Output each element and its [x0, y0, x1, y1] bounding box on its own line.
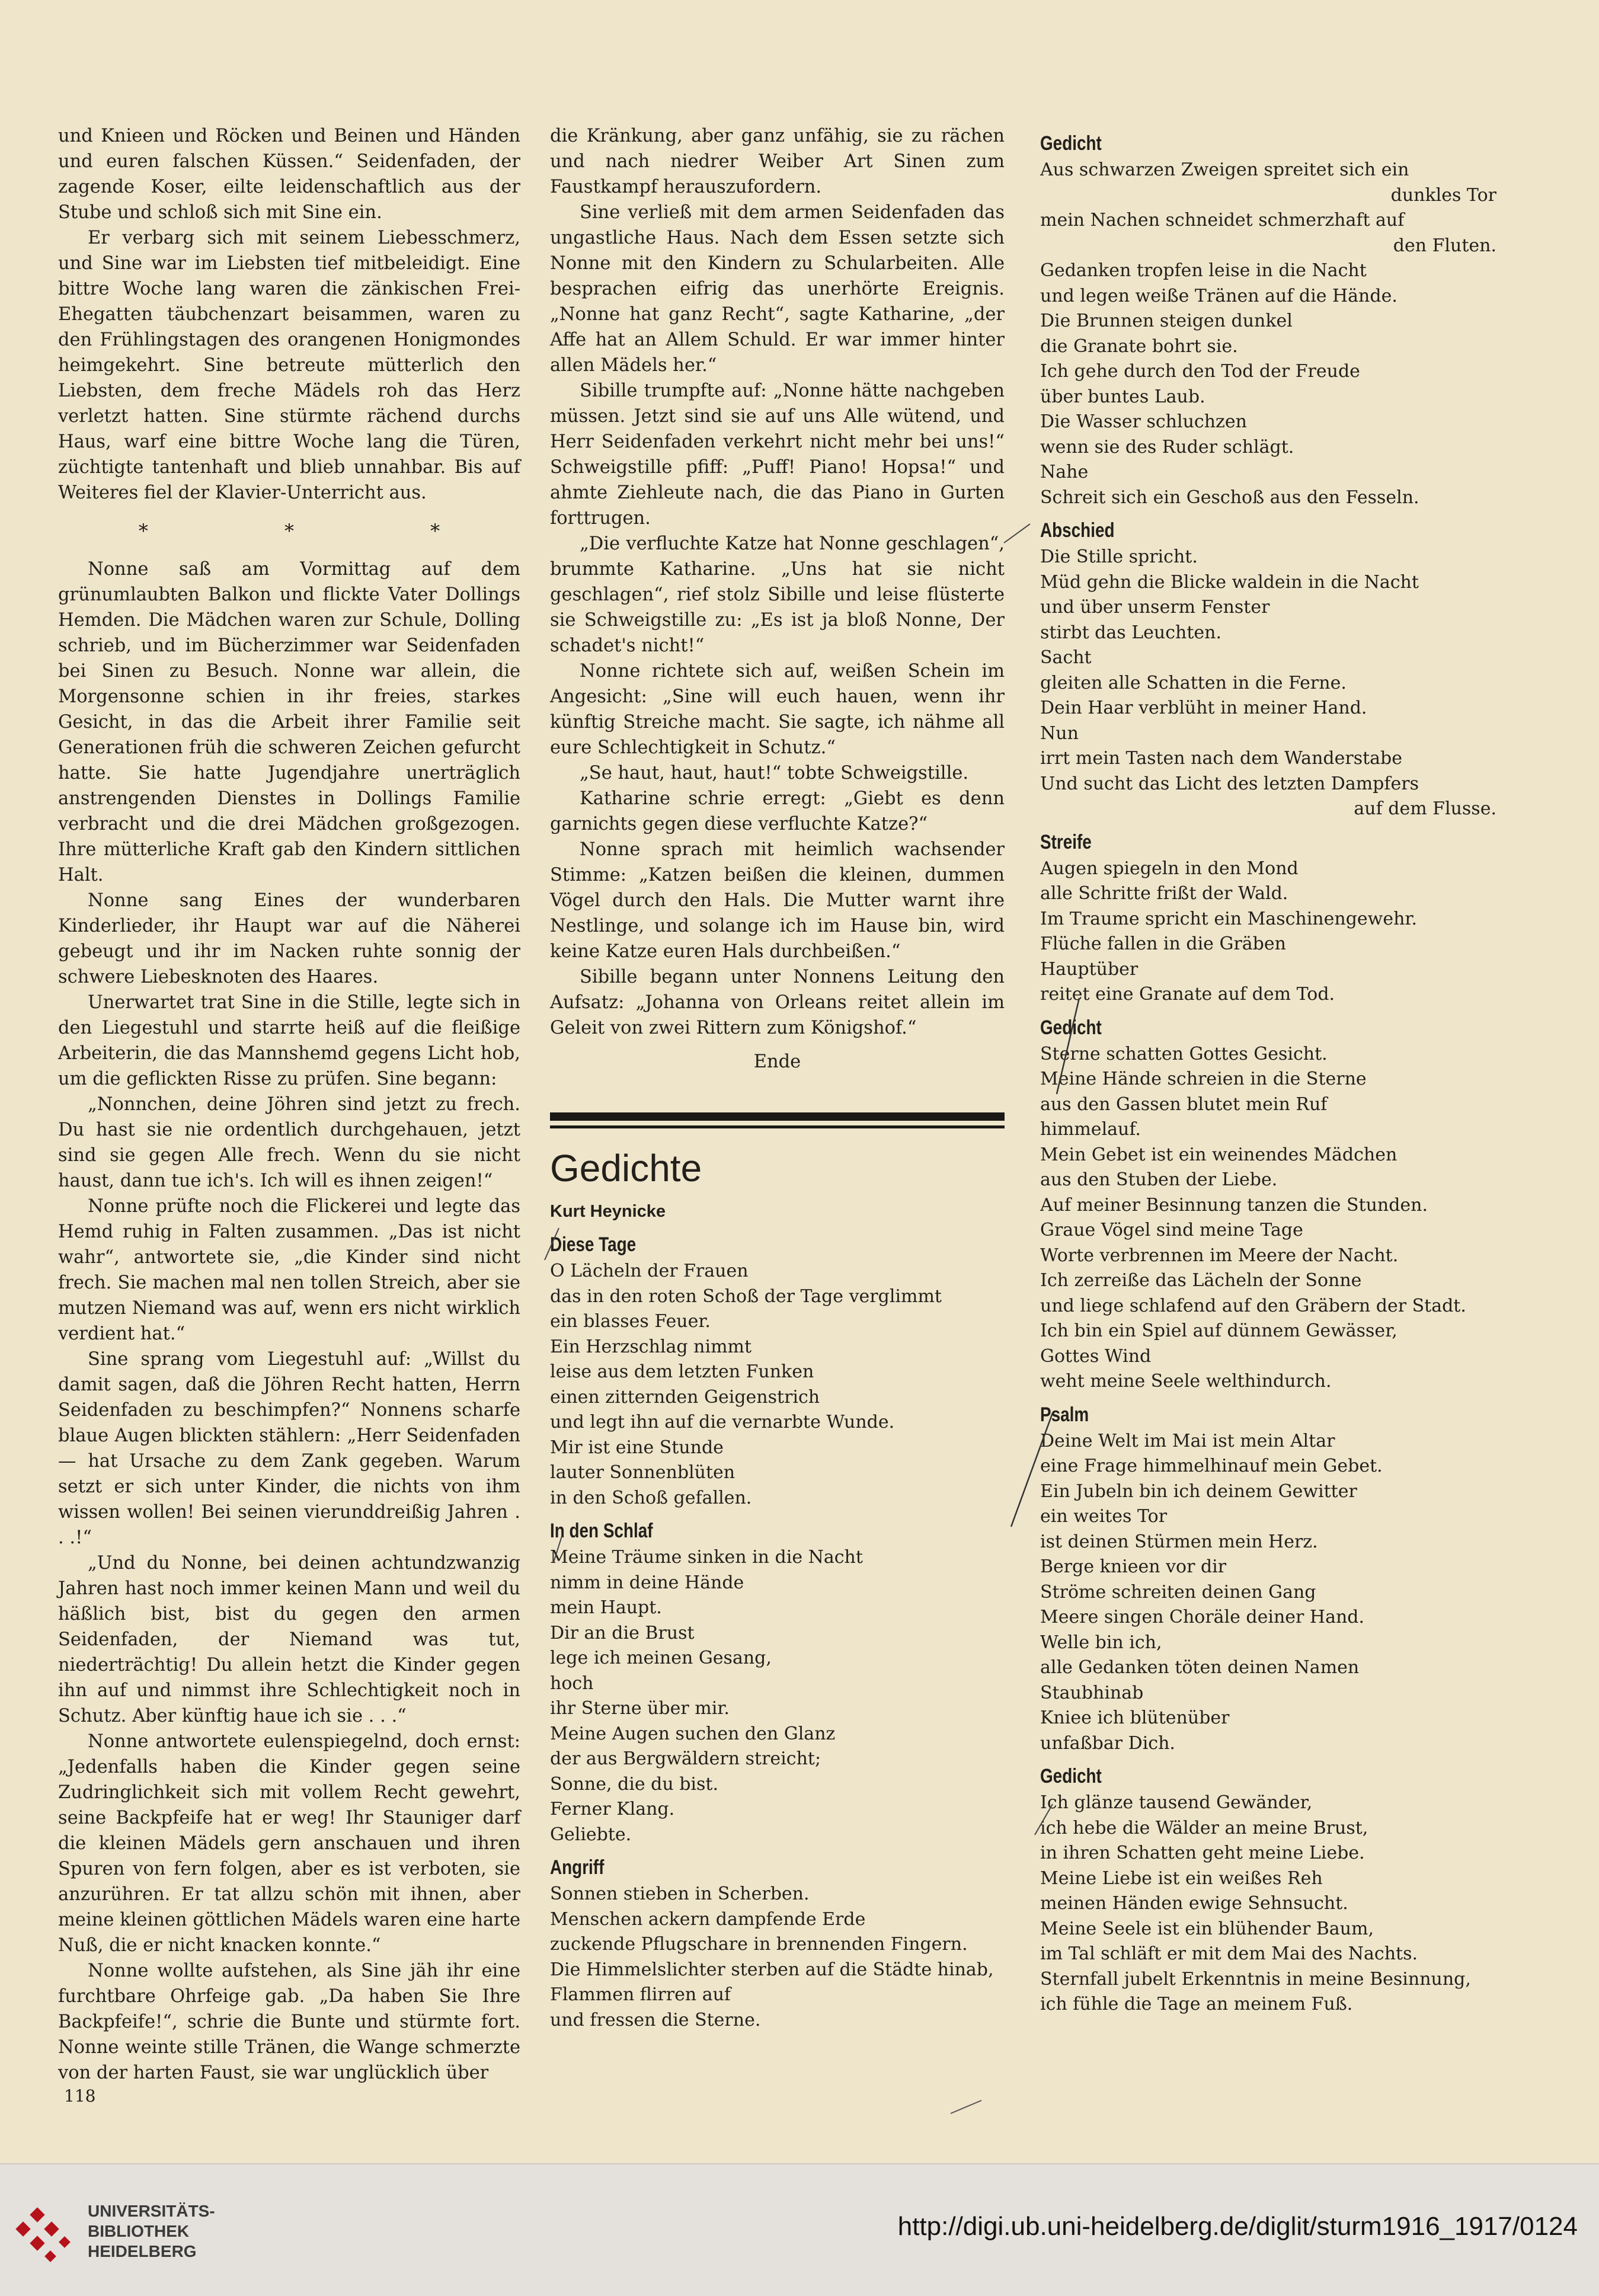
library-seal-icon	[12, 2200, 77, 2265]
poem-line: mein Nachen schneidet schmerzhaft auf	[1040, 210, 1405, 231]
poem-line: Ein Herzschlag nimmt	[550, 1336, 752, 1357]
poem-line: stirbt das Leuchten.	[1040, 622, 1221, 643]
poem-line: Nahe	[1040, 462, 1089, 482]
paragraph: Sibille trumpfte auf: „Nonne hätte nachgeben müssen. Jetzt sind sie auf uns Alle wütend, und Herr Seidenfaden verkehrt nicht mehr bei uns!“ Schweigstille pfiff: „Puff! Piano! Hopsa!“ und ahmte Ziehleute nach, die das Piano in Gurten forttrugen.	[550, 380, 1005, 529]
poem-line: im Tal schläft er mit dem Mai des Nachts.	[1040, 1943, 1418, 1964]
poem-line: meinen Händen ewige Sehnsucht.	[1040, 1893, 1348, 1914]
poem-line: Berge knieen vor dir	[1040, 1556, 1227, 1577]
poems-middle	[550, 1230, 1005, 2033]
poem-line: in ihren Schatten geht meine Liebe.	[1040, 1843, 1365, 1863]
paragraph: „Se haut, haut, haut!“ tobte Schweigstille.	[580, 763, 969, 784]
poem-line: in den Schoß gefallen.	[550, 1487, 752, 1508]
source-url[interactable]: http://digi.ub.uni-heidelberg.de/diglit/sturm1916_1917/0124	[897, 2212, 1578, 2241]
poem-line: Schreit sich ein Geschoß aus den Fesseln.	[1040, 487, 1419, 508]
poem-line: alle Schritte frißt der Wald.	[1040, 883, 1288, 904]
poem-line: Ein Jubeln bin ich deinem Gewitter	[1040, 1480, 1357, 1502]
paragraph: Nonne saß am Vormittag auf dem grünumlaubten Balkon und flickte Vater Dollings Hemden. Die Mädchen waren zur Schule, Dolling schrieb, und im Bücherzimmer war Seidenfaden bei Sinen zu Besuch. Nonne war allein, die Morgensonne schien in ihr freies, starkes Gesicht, in das die Arbeit ihrer Familie seit Generationen früh die schweren Zeichen gefurcht hatte. Sie hatte Jugendjahre unerträglich anstrengenden Dienstes in Dollings Familie verbracht und die drei Mädchen großgezogen. Ihre mütterliche Kraft gab den Kindern sittlichen Halt.	[58, 559, 520, 885]
pencil-mark	[551, 1535, 563, 1565]
poem-line: Staubhinab	[1040, 1682, 1144, 1703]
poem-line: ein weites Tor	[1040, 1506, 1168, 1527]
author-name: Kurt Heynicke	[550, 1202, 666, 1221]
poem-line: ist deinen Stürmen mein Herz.	[1040, 1531, 1318, 1552]
poem-line: weht meine Seele welthindurch.	[1040, 1371, 1332, 1392]
poem-line: Sonne, die du bist.	[550, 1773, 719, 1795]
poem-line: nimm in deine Hände	[550, 1572, 744, 1593]
poem-line: Aus schwarzen Zweigen spreitet sich ein	[1040, 159, 1409, 180]
poem-line: Kniee ich blütenüber	[1040, 1707, 1230, 1728]
poem-line: Ströme schreiten deinen Gang	[1040, 1581, 1316, 1603]
poem-line: Müd gehn die Blicke waldein in die Nacht	[1040, 571, 1419, 593]
poem-line: Ich glänze tausend Gewänder,	[1040, 1792, 1313, 1813]
poem-line: Geliebte.	[550, 1824, 632, 1845]
poem-line: leise aus dem letzten Funken	[550, 1361, 814, 1382]
story-end: Ende	[753, 1051, 801, 1072]
poem-line: Meine Träume sinken in die Nacht	[550, 1547, 863, 1568]
pencil-mark	[542, 1227, 560, 1262]
prose-block-3	[550, 123, 1005, 1041]
poem-line: dunkles Tor	[1390, 184, 1496, 206]
poems-right	[1040, 129, 1502, 2017]
poem-title: Angriff	[550, 1856, 605, 1879]
page-number: 118	[64, 2086, 96, 2106]
poem-line: Sterne schatten Gottes Gesicht.	[1040, 1043, 1328, 1064]
pencil-mark	[1052, 996, 1082, 1096]
poem-line: O Lächeln der Frauen	[550, 1261, 749, 1281]
library-name-line: BIBLIOTHEK	[88, 2222, 190, 2240]
paragraph: „Die verfluchte Katze hat Nonne geschlagen“, brummte Katharine. „Uns hat sie nicht geschlagen“, rief stolz Sibille und leise flüsterte sie Schweigstille zu: „Es ist ja bloß Nonne, Der schadet's nicht!“	[550, 533, 1005, 656]
paragraph: Katharine schrie erregt: „Giebt es denn garnichts gegen diese verfluchte Katze?“	[550, 788, 1005, 834]
poem-line: Dein Haar verblüht in meiner Hand.	[1040, 698, 1367, 718]
poem-line: ich fühle die Tage an meinem Fuß.	[1040, 1994, 1353, 2014]
pencil-mark	[1002, 522, 1031, 545]
poem-line: auf dem Flusse.	[1354, 798, 1496, 819]
pencil-mark	[1008, 1411, 1055, 1529]
column-left	[58, 123, 520, 2086]
poem-line: Im Traume spricht ein Maschinengewehr.	[1040, 908, 1417, 929]
poem-line: wenn sie des Ruder schlägt.	[1040, 436, 1294, 458]
poem-line: Die Himmelslichter sterben auf die Städte hinab,	[550, 1959, 994, 1980]
paragraph: Sine verließ mit dem armen Seidenfaden das ungastliche Haus. Nach dem Essen setzte sich Nonne mit den Kindern zu Schularbeiten. Alle besprachen eifrig das unerhörte Ereignis. „Nonne hat ganz Recht“, sagte Katharine, „der Affe hat an Allem Schuld. Er war immer hinter allen Mädels her.“	[550, 202, 1005, 376]
prose-block-1	[58, 123, 520, 506]
poem-line: Gottes Wind	[1040, 1345, 1152, 1367]
paragraph: Nonne wollte aufstehen, als Sine jäh ihr eine furchtbare Ohrfeige gab. „Da haben Sie Ihre Backpfeife!“, schrie die Bunte und stürmte fort. Nonne weinte stille Tränen, die Wange schmerzte von der harten Faust, sie war unglücklich über	[58, 1961, 520, 2083]
poem-line: das in den roten Schoß der Tage verglimmt	[550, 1285, 942, 1307]
poem-line: Meine Seele ist ein blühender Baum,	[1040, 1918, 1374, 1939]
section-separator: * * *	[138, 520, 506, 542]
poem-line: zuckende Pflugschare in brennenden Fingern.	[550, 1934, 968, 1955]
poem-line: Die Brunnen steigen dunkel	[1040, 311, 1293, 331]
poem-line: Und sucht das Licht des letzten Dampfers	[1040, 773, 1419, 794]
pencil-mark	[1031, 1802, 1055, 1837]
poem-line: Graue Vögel sind meine Tage	[1040, 1220, 1303, 1240]
column-middle	[550, 123, 1005, 2033]
poem-title: Gedicht	[1040, 1765, 1102, 1787]
poem-line: unfaßbar Dich.	[1040, 1732, 1175, 1754]
poem-line: Dir an die Brust	[550, 1622, 695, 1643]
poem-line: Die Wasser schluchzen	[1040, 411, 1247, 432]
poem-line: den Fluten.	[1393, 235, 1496, 256]
paragraph: „Nonnchen, deine Jöhren sind jetzt zu frech. Du hast sie nie ordentlich durchgehauen, jetzt sind sie gegen Alle frech. Wenn du sie nicht haust, dann tue ich's. Ich will es ihnen zeigen!“	[58, 1094, 520, 1191]
poem-line: ein blasses Feuer.	[550, 1311, 711, 1332]
poem-line: alle Gedanken töten deinen Namen	[1040, 1657, 1360, 1678]
poem-line: Welle bin ich,	[1040, 1632, 1162, 1653]
poem-line: lege ich meinen Gesang,	[550, 1648, 772, 1668]
paragraph: Nonne prüfte noch die Flickerei und legte das Hemd ruhig in Falten zusammen. „Das ist nicht wahr“, antwortete sie, „die Kinder sind nicht frech. Sie machen mal nen tollen Streich, aber sie mutzen Niemand was auf, wenn ers nicht wirklich verdient hat.“	[58, 1196, 520, 1344]
library-name-line: UNIVERSITÄTS-	[88, 2202, 215, 2220]
poem-line: Ferner Klang.	[550, 1799, 675, 1819]
paragraph: und Knieen und Röcken und Beinen und Händen und euren falschen Küssen.“ Seidenfaden, der zagende Koser, eilte leidenschaftlich aus der Stube und schloß sich mit Sine ein.	[58, 126, 520, 223]
poem-title: Abschied	[1040, 519, 1115, 542]
paragraph: Sine sprang vom Liegestuhl auf: „Willst du damit sagen, daß die Jöhren Recht hatten, Herrn Seidenfaden zu beschimpfen?“ Nonnens scharfe blaue Augen blickten stählern: „Herr Seidenfaden — hat Ursache zu dem Zank gegeben. Warum setzt er sich unter Kinder, die nichts von ihm wissen wollen! Bei seinen vierunddreißig Jahren . . .!“	[58, 1349, 520, 1548]
poem-line: gleiten alle Schatten in die Ferne.	[1040, 672, 1347, 693]
poem-line: Deine Welt im Mai ist mein Altar	[1040, 1430, 1335, 1451]
paragraph: Nonne sang Eines der wunderbaren Kinderlieder, ihr Haupt war auf die Näherei gebeugt und ihr im Nacken ruhte sonnig der schwere Liebesknoten des Haares.	[58, 890, 520, 987]
paragraph: „Und du Nonne, bei deinen achtundzwanzig Jahren hast noch immer keinen Mann und weil du häßlich bist, bist du gegen den armen Seidenfaden, der Niemand was tut, niederträchtig! Du allein hetzt die Kinder gegen ihn auf und nimmst ihre Schlechtigkeit noch in Schutz. Aber künftig haue ich sie . . .“	[58, 1553, 520, 1726]
poem-line: aus den Stuben der Liebe.	[1040, 1169, 1278, 1190]
poem-line: Ich bin ein Spiel auf dünnem Gewässer,	[1040, 1320, 1397, 1341]
poem-line: Sacht	[1040, 647, 1092, 668]
poem-title: Streife	[1040, 830, 1092, 853]
poem-line: hoch	[550, 1673, 594, 1694]
poem-title: Gedicht	[1040, 132, 1102, 155]
poem-line: ich hebe die Wälder an meine Brust,	[1040, 1817, 1368, 1838]
poem-line: Flammen flirren auf	[550, 1984, 731, 2005]
poem-title: Gedicht	[1040, 1016, 1102, 1039]
paragraph: Unerwartet trat Sine in die Stille, legte sich in den Liegestuhl und starrte heiß auf die fleißige Arbeiterin, die das Mannshemd gegens Licht hob, um die geflickten Risse zu prüfen. Sine begann:	[58, 992, 520, 1089]
poem-line: Augen spiegeln in den Mond	[1040, 858, 1299, 879]
column-right	[1040, 123, 1502, 2017]
paragraph: Nonne antwortete eulenspiegelnd, doch ernst: „Jedenfalls haben die Kinder gegen seine Zudringlichkeit sich mit vollem Recht gewehrt, seine Backpfeife hat er weg! Ihr Stauniger darf die kleinen Mädels gern anschauen und ihren Spuren von fern folgen, aber es ist verboten, sie anzurühren. Er tat allzu schön mit ihnen, aber meine kleinen göttlichen Mädels waren eine harte Nuß, die er nicht knacken konnte.“	[58, 1731, 520, 1956]
poem-line: Sonnen stieben in Scherben.	[550, 1884, 810, 1904]
poem-line: aus den Gassen blutet mein Ruf	[1040, 1093, 1328, 1115]
poem-line: Gedanken tropfen leise in die Nacht	[1040, 260, 1367, 281]
poem-line: eine Frage himmelhinauf mein Gebet.	[1040, 1456, 1383, 1476]
poem-line: und liege schlafend auf den Gräbern der Stadt.	[1040, 1295, 1466, 1316]
paragraph: Er verbarg sich mit seinem Liebesschmerz, und Sine war im Liebsten tief mitbeleidigt. Eine bittre Woche lang waren die zänkischen Frei-Ehegatten täubchenzart beisammen, waren zu den Frühlingstagen des orangenen Honigmondes heimgekehrt. Sine betreute mütterlich den Liebsten, dem freche Mädels roh das Herz verletzt hatten. Sine stürmte rächend durchs Haus, warf eine bittre Woche lang die Türen, züchtigte tantenhaft und blieb unnahbar. Bis auf Weiteres fiel der Klavier-Unterricht aus.	[58, 228, 520, 503]
poem-title: In den Schlaf	[550, 1520, 653, 1542]
paragraph: Sibille begann unter Nonnens Leitung den Aufsatz: „Johanna von Orleans reitet allein im Geleit von zwei Rittern zum Königshof.“	[550, 967, 1005, 1038]
pencil-mark	[948, 2098, 984, 2116]
poem-line: und über unserm Fenster	[1040, 597, 1270, 618]
poem-line: irrt mein Tasten nach dem Wanderstabe	[1040, 748, 1402, 769]
poem-line: Meine Hände schreien in die Sterne	[1040, 1069, 1367, 1089]
poem-title: Psalm	[1040, 1403, 1089, 1426]
poem-line: Ich zerreiße das Lächeln der Sonne	[1040, 1270, 1362, 1291]
poem-line: Ich gehe durch den Tod der Freude	[1040, 361, 1360, 382]
poem-line: Die Stille spricht.	[1040, 546, 1198, 567]
paragraph: Nonne richtete sich auf, weißen Schein im Angesicht: „Sine will euch hauen, wenn ihr künftig Streiche macht. Sie sagte, ich nähme all eure Schlechtigkeit in Schutz.“	[550, 661, 1005, 758]
poem-line: Auf meiner Besinnung tanzen die Stunden.	[1040, 1194, 1428, 1216]
poem-line: einen zitternden Geigenstrich	[550, 1386, 820, 1408]
paragraph: die Kränkung, aber ganz unfähig, sie zu rächen und nach niedrer Weiber Art Sinen zum Faustkampf herauszufordern.	[550, 126, 1005, 197]
poem-line: Flüche fallen in die Gräben	[1040, 933, 1286, 954]
poem-line: Meine Augen suchen den Glanz	[550, 1723, 836, 1744]
poem-line: Worte verbrennen im Meere der Nacht.	[1040, 1245, 1399, 1266]
poem-line: und fressen die Sterne.	[550, 2009, 761, 2030]
footer-bar	[0, 2163, 1599, 2296]
poem-line: Nun	[1040, 722, 1079, 744]
poem-line: und legen weiße Tränen auf die Hände.	[1040, 285, 1397, 306]
poem-line: Meere singen Choräle deiner Hand.	[1040, 1607, 1365, 1627]
poem-line: Hauptüber	[1040, 958, 1139, 980]
prose-block-2	[58, 557, 520, 2086]
poem-line: Meine Liebe ist ein weißes Reh	[1040, 1868, 1323, 1889]
poem-line: die Granate bohrt sie.	[1040, 335, 1238, 357]
poem-line: mein Haupt.	[550, 1597, 662, 1618]
library-name	[88, 2201, 215, 2262]
poem-line: Menschen ackern dampfende Erde	[550, 1908, 866, 1930]
section-title: Gedichte	[550, 1147, 702, 1189]
poem-line: ihr Sterne über mir.	[550, 1698, 730, 1719]
poem-line: himmelauf.	[1040, 1119, 1141, 1140]
poem-line: über buntes Laub.	[1040, 386, 1205, 407]
poem-line: und legt ihn auf die vernarbte Wunde.	[550, 1412, 895, 1432]
poem-line: Sternfall jubelt Erkenntnis in meine Besinnung,	[1040, 1968, 1471, 1990]
poem-line: lauter Sonnenblüten	[550, 1462, 735, 1483]
poem-line: Mein Gebet ist ein weinendes Mädchen	[1040, 1144, 1397, 1165]
poem-line: Mir ist eine Stunde	[550, 1437, 724, 1458]
poem-line: der aus Bergwäldern streicht;	[550, 1748, 821, 1769]
paragraph: Nonne sprach mit heimlich wachsender Stimme: „Katzen beißen die kleinen, dummen Vögel durch den Hals. Die Mutter warnt ihre Nestlinge, und solange ich im Hause bin, wird keine Katze euren Hals durchbeißen.“	[550, 839, 1005, 962]
poem-line: reitet eine Granate auf dem Tod.	[1040, 984, 1335, 1005]
poem-title: Diese Tage	[550, 1233, 637, 1256]
double-rule	[550, 1112, 1005, 1128]
library-name-line: HEIDELBERG	[88, 2242, 197, 2260]
